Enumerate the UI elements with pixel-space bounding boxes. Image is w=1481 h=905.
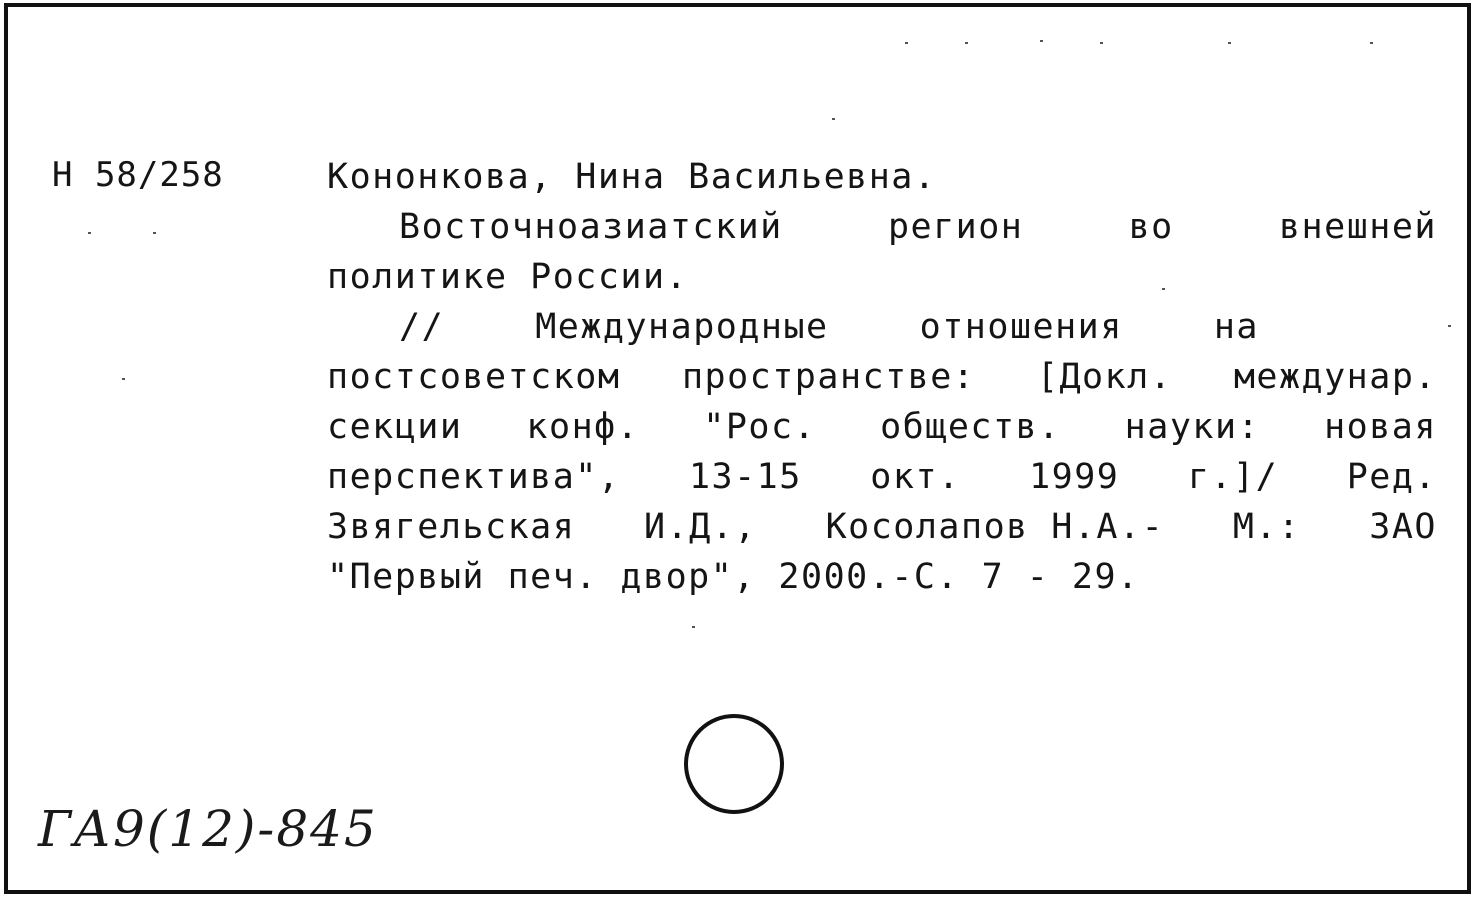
- scan-speck: [1370, 42, 1373, 44]
- source-word: ЗАО: [1369, 507, 1437, 547]
- source-word: новая: [1324, 407, 1437, 447]
- title-line-2: политике России.: [327, 257, 689, 297]
- source-line-1: [399, 302, 1259, 352]
- source-word: постсоветском: [327, 357, 621, 397]
- scan-speck: [122, 378, 125, 380]
- title-word: регион: [887, 207, 1024, 247]
- scan-speck: [1100, 42, 1103, 44]
- source-word: М.:: [1232, 507, 1301, 547]
- source-word: секции: [327, 407, 463, 447]
- source-word: Международные: [535, 307, 829, 347]
- scan-speck: [965, 42, 968, 44]
- scan-speck: [1228, 42, 1231, 44]
- source-word: И.Д.,: [644, 507, 757, 547]
- source-word: окт.: [870, 457, 961, 497]
- source-word: конф.: [526, 407, 640, 447]
- source-word: [Докл.: [1036, 357, 1173, 397]
- source-word: "Рос.: [703, 407, 817, 447]
- source-word: перспектива",: [327, 457, 621, 497]
- scan-speck: [1162, 288, 1165, 290]
- source-word: 1999: [1029, 457, 1120, 497]
- source-line-5: [327, 502, 1437, 552]
- source-word: междунар.: [1233, 357, 1437, 397]
- source-word: г.]/: [1187, 457, 1279, 497]
- scan-speck: [832, 118, 835, 120]
- source-line-2: [327, 352, 1437, 402]
- shelfmark: Н 58/258: [52, 155, 224, 195]
- title-word: Восточноазиатский: [399, 207, 783, 247]
- bibliographic-entry: [327, 152, 1437, 602]
- source-word: //: [399, 307, 445, 347]
- source-line-3: [327, 402, 1437, 452]
- title-word: во: [1128, 207, 1174, 247]
- punch-hole-icon: [682, 712, 786, 816]
- title-word: внешней: [1278, 207, 1437, 247]
- source-word: Косолапов Н.А.-: [825, 507, 1165, 547]
- source-line-6: "Первый печ. двор", 2000.-С. 7 - 29.: [327, 557, 1140, 597]
- author-line: Кононкова, Нина Васильевна.: [327, 157, 937, 197]
- source-word: пространстве:: [681, 357, 976, 397]
- scan-speck: [88, 232, 91, 234]
- source-word: обществ.: [880, 407, 1061, 447]
- scan-speck: [1040, 40, 1043, 42]
- scan-speck: [905, 42, 908, 44]
- scan-speck: [1448, 325, 1451, 327]
- source-word: отношения: [919, 307, 1123, 347]
- source-word: Ред.: [1346, 457, 1437, 497]
- scan-speck: [692, 626, 695, 628]
- source-word: науки:: [1124, 407, 1261, 447]
- source-word: 13-15: [688, 457, 802, 497]
- title-line-1: [399, 202, 1437, 252]
- source-line-4: [327, 452, 1437, 502]
- source-word: на: [1213, 307, 1259, 347]
- source-word: Звягельская: [327, 507, 576, 547]
- handwritten-code: ГА9(12)-845: [38, 800, 378, 858]
- scan-speck: [153, 232, 156, 234]
